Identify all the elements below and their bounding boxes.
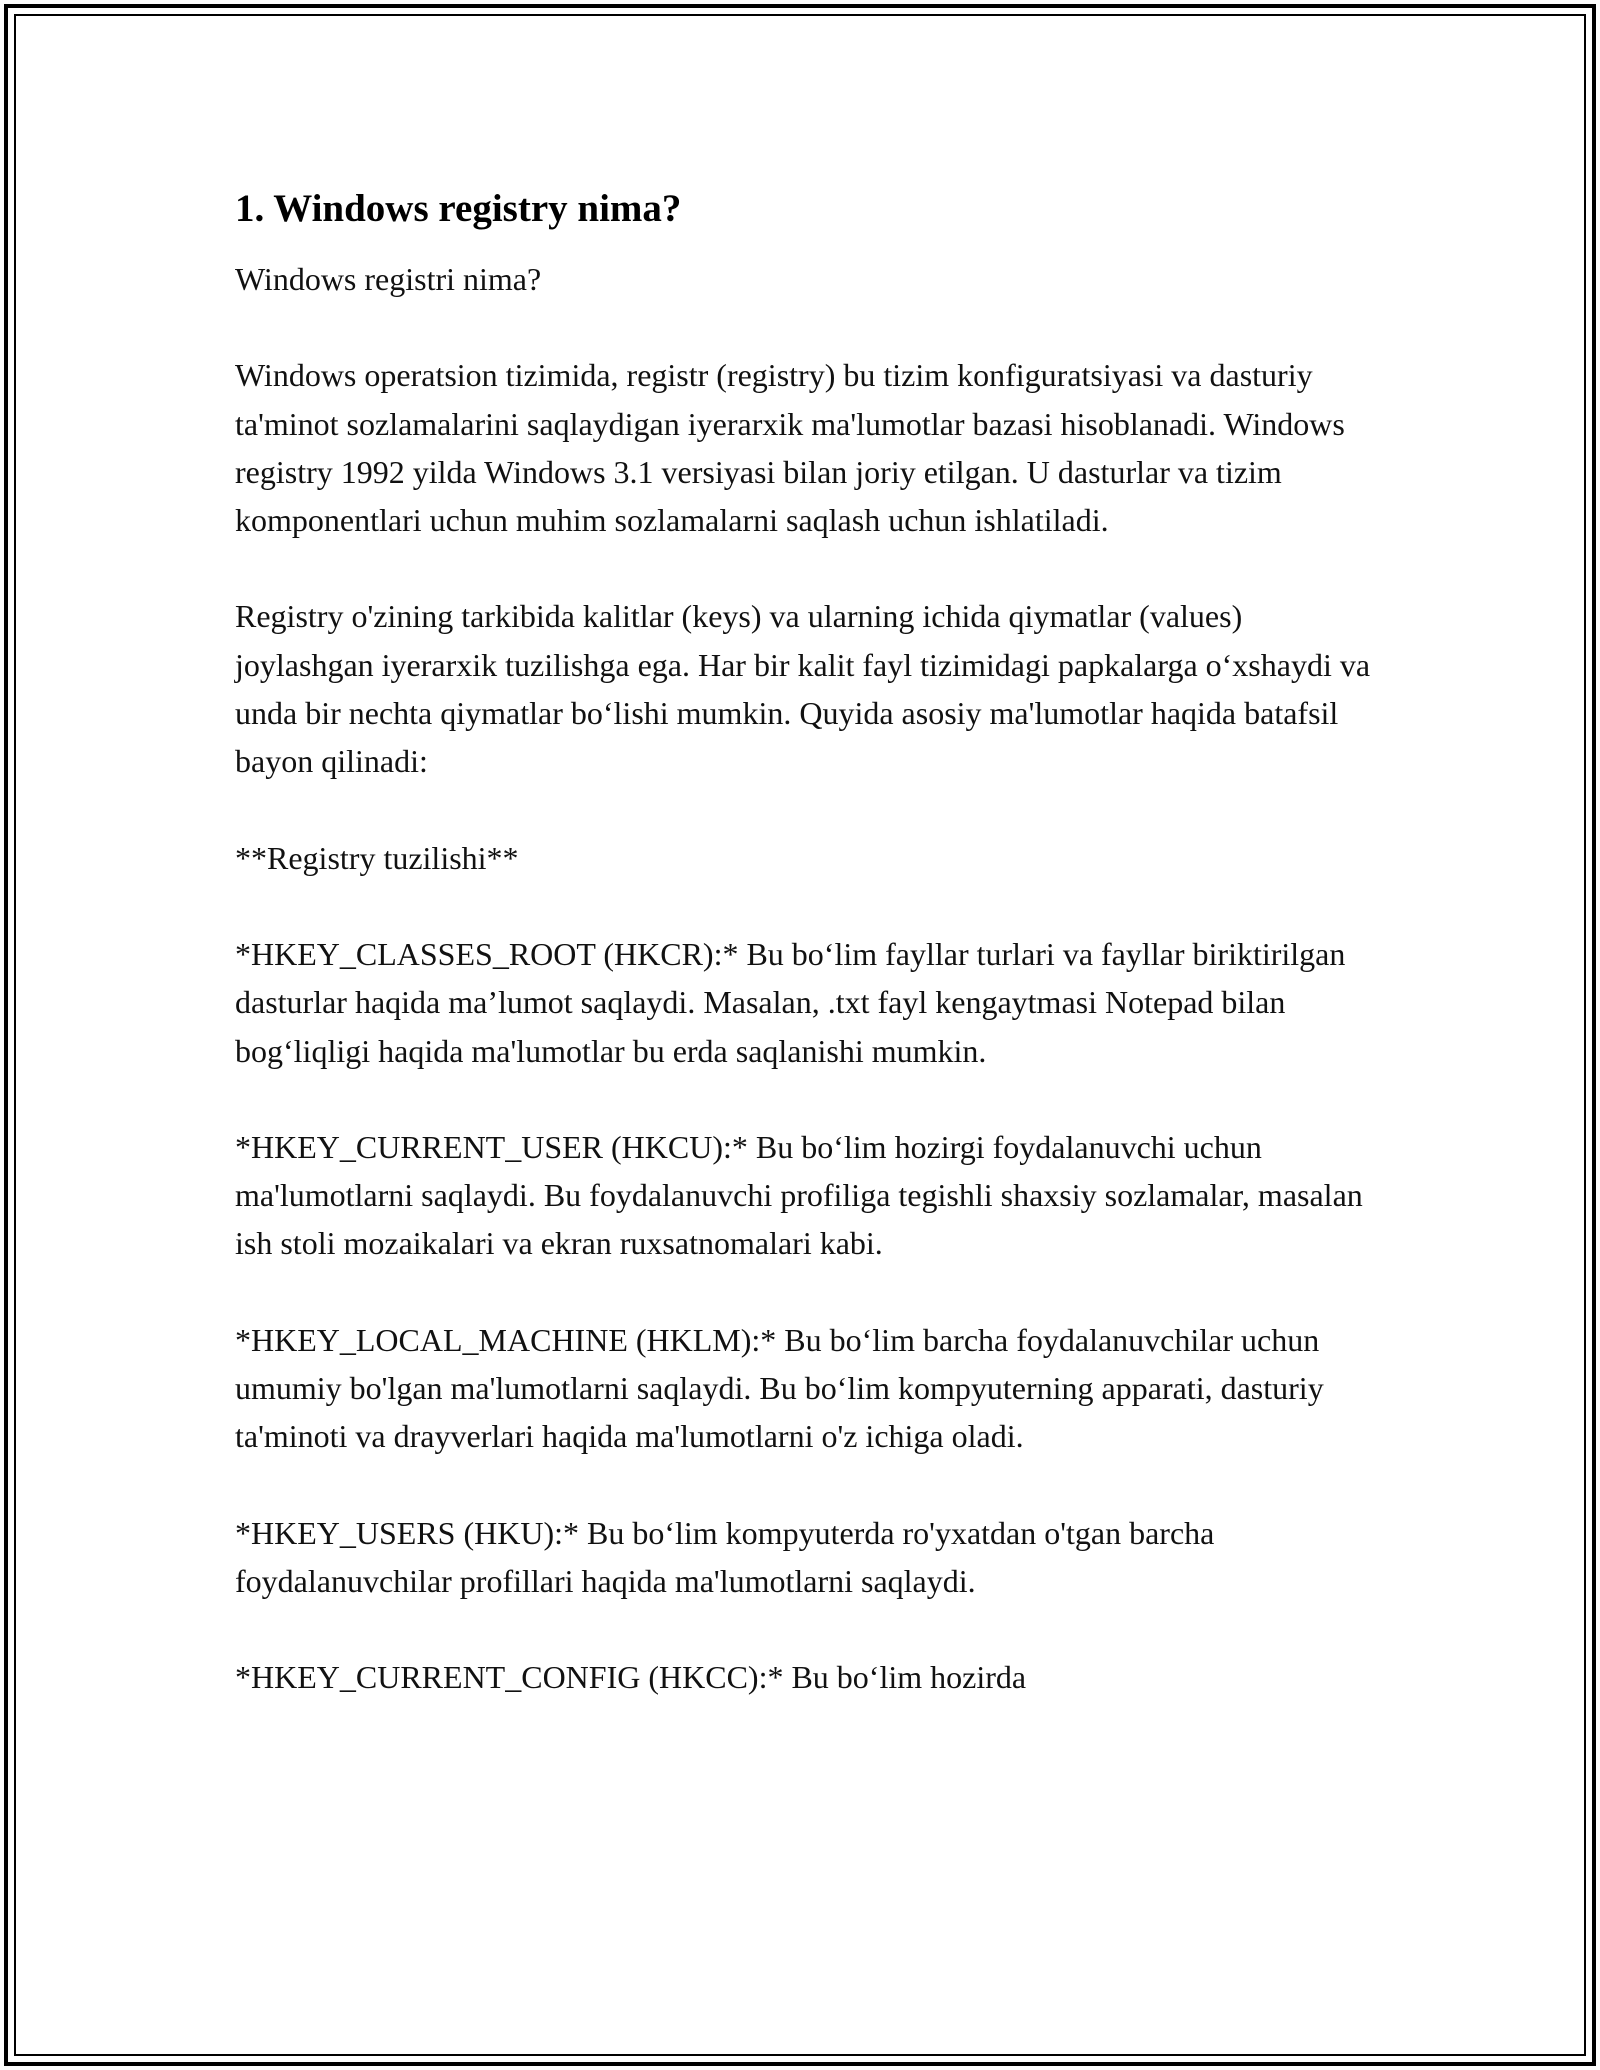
paragraph-registry-definition: Windows operatsion tizimida, registr (registry) bu tizim konfiguratsiyasi va dasturiy ta'minot sozlamalarini saqlaydigan iyerarxik ma'lumotlar bazasi hisoblanadi. Windows registry 1992 yilda Windows 3.1 versiyasi bilan joriy etilgan. U dasturlar va tizim komponentlari uchun muhim sozlamalarni saqlash uchun ishlatiladi. <box>235 357 1345 539</box>
paragraph-hkcu: *HKEY_CURRENT_USER (HKCU):* Bu bo‘lim hozirgi foydalanuvchi uchun ma'lumotlarni saqlaydi. Bu foydalanuvchi profiliga tegishli shaxsiy sozlamalar, masalan ish stoli mozaikalari va ekran ruxsatnomalari kabi. <box>235 1128 1363 1262</box>
paragraph-registry-structure-overview: Registry o'zining tarkibida kalitlar (keys) va ularning ichida qiymatlar (values) joylashgan iyerarxik tuzilishga ega. Har bir kalit fayl tizimidagi papkalarga o‘xshaydi va unda bir nechta qiymatlar bo‘lishi mumkin. Quyida asosiy ma'lumotlar haqida batafsil bayon qilinadi: <box>235 598 1371 780</box>
document-body <box>235 185 1385 1750</box>
paragraph-intro-question: Windows registri nima? <box>235 261 542 297</box>
document-heading: 1. Windows registry nima? <box>235 187 682 230</box>
paragraph-structure-title: **Registry tuzilishi** <box>235 839 519 876</box>
paragraph-hklm: *HKEY_LOCAL_MACHINE (HKLM):* Bu bo‘lim barcha foydalanuvchilar uchun umumiy bo'lgan ma'lumotlarni saqlaydi. Bu bo‘lim kompyuterning apparati, dasturiy ta'minoti va drayverlari haqida ma'lumotlarni o'z ichiga oladi. <box>235 1321 1324 1455</box>
paragraph-hkcc: *HKEY_CURRENT_CONFIG (HKCC):* Bu bo‘lim hozirda <box>235 1659 1027 1696</box>
paragraph-hku: *HKEY_USERS (HKU):* Bu bo‘lim kompyuterda ro'yxatdan o'tgan barcha foydalanuvchilar profillari haqida ma'lumotlarni saqlaydi. <box>235 1514 1215 1599</box>
paragraph-hkcr: *HKEY_CLASSES_ROOT (HKCR):* Bu bo‘lim fayllar turlari va fayllar biriktirilgan dasturlar haqida ma’lumot saqlaydi. Masalan, .txt fayl kengaytmasi Notepad bilan bog‘liqligi haqida ma'lumotlar bu erda saqlanishi mumkin. <box>235 935 1346 1069</box>
